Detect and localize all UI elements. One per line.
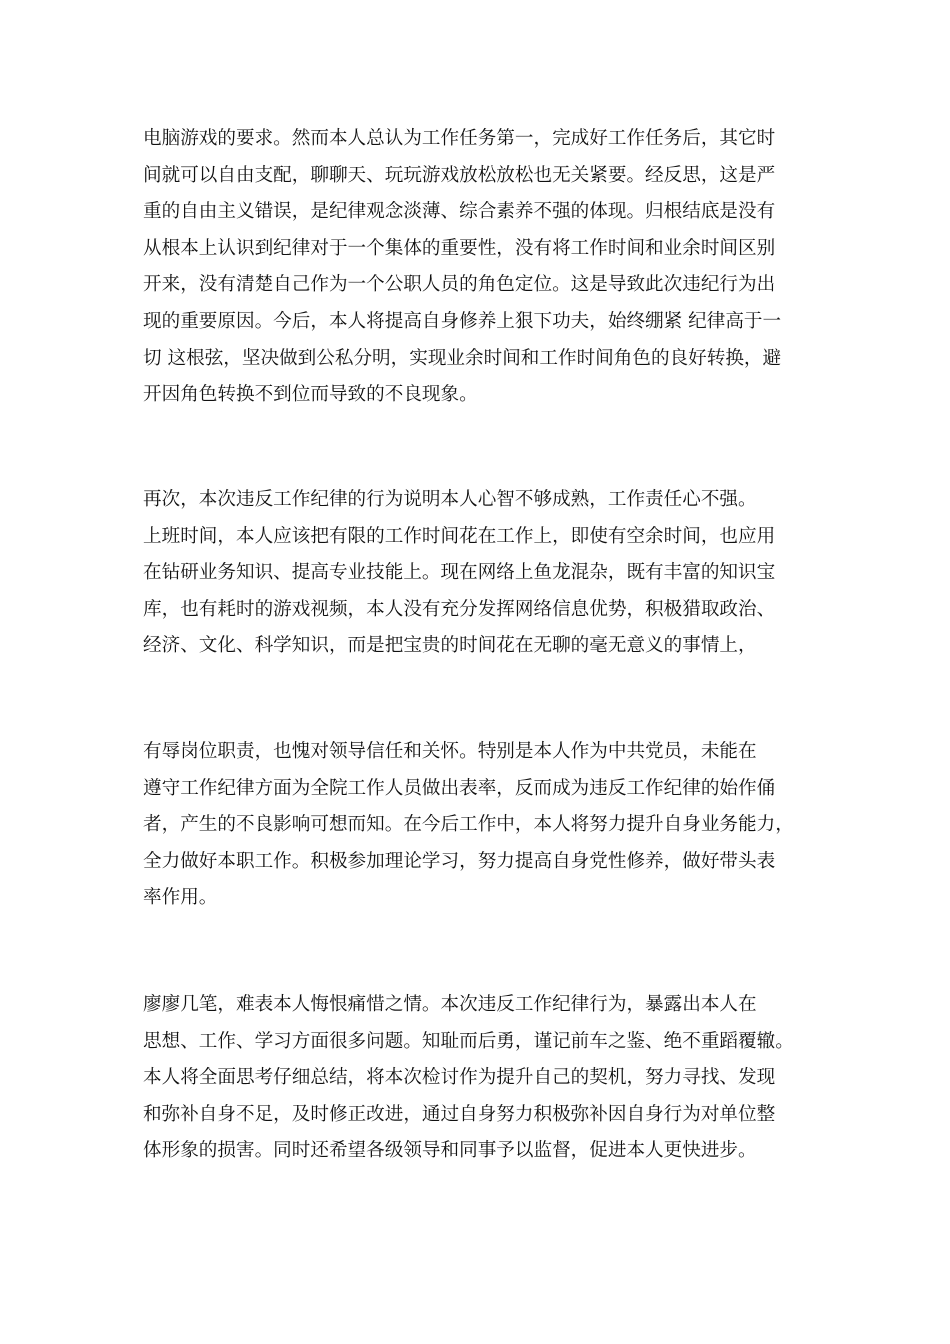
text-line: 在钻研业务知识、提高专业技能上。现在网络上鱼龙混杂，既有丰富的知识宝 xyxy=(143,562,776,584)
text-line: 体形象的损害。同时还希望各级领导和同事予以监督，促进本人更快进步。 xyxy=(143,1140,757,1162)
text-line: 库，也有耗时的游戏视频，本人没有充分发挥网络信息优势，积极猎取政治、 xyxy=(143,598,776,620)
text-line: 者，产生的不良影响可想而知。在今后工作中，本人将努力提升自身业务能力， xyxy=(143,814,794,836)
text-line: 电脑游戏的要求。然而本人总认为工作任务第一，完成好工作任务后，其它时 xyxy=(143,128,776,149)
paragraph-2 xyxy=(143,482,813,665)
text-line: 经济、文化、科学知识，而是把宝贵的时间花在无聊的毫无意义的事情上， xyxy=(143,635,757,657)
text-line: 现的重要原因。今后，本人将提高自身修养上狠下功夫，始终绷紧 纪律高于一 xyxy=(143,310,782,332)
text-line: 全力做好本职工作。积极参加理论学习，努力提高自身党性修养，做好带头表 xyxy=(143,850,776,872)
text-line: 开因角色转换不到位而导致的不良现象。 xyxy=(143,384,478,406)
text-line: 思想、工作、学习方面很多问题。知耻而后勇，谨记前车之鉴、绝不重蹈覆辙。 xyxy=(143,1030,794,1052)
text-line: 切 这根弦，坚决做到公私分明，实现业余时间和工作时间角色的良好转换，避 xyxy=(143,347,782,369)
text-line: 间就可以自由支配，聊聊天、玩玩游戏放松放松也无关紧要。经反思，这是严 xyxy=(143,164,776,186)
text-line: 从根本上认识到纪律对于一个集体的重要性，没有将工作时间和业余时间区别 xyxy=(143,237,776,259)
text-line: 遵守工作纪律方面为全院工作人员做出表率，反而成为违反工作纪律的始作俑 xyxy=(143,777,776,799)
text-line: 本人将全面思考仔细总结，将本次检讨作为提升自己的契机，努力寻找、发现 xyxy=(143,1067,776,1089)
text-line: 开来，没有清楚自己作为一个公职人员的角色定位。这是导致此次违纪行为出 xyxy=(143,274,776,296)
paragraph-3 xyxy=(143,734,813,917)
text-line: 有辱岗位职责，也愧对领导信任和关怀。特别是本人作为中共党员，未能在 xyxy=(143,741,757,762)
text-line: 上班时间，本人应该把有限的工作时间花在工作上，即使有空余时间，也应用 xyxy=(143,525,776,547)
text-line: 重的自由主义错误，是纪律观念淡薄、综合素养不强的体现。归根结底是没有 xyxy=(143,201,776,223)
paragraph-1 xyxy=(143,121,813,414)
text-line: 和弥补自身不足，及时修正改进，通过自身努力积极弥补因自身行为对单位整 xyxy=(143,1103,776,1125)
paragraph-4 xyxy=(143,987,813,1170)
text-line: 再次，本次违反工作纪律的行为说明本人心智不够成熟，工作责任心不强。 xyxy=(143,489,757,510)
text-line: 率作用。 xyxy=(143,887,218,909)
text-line: 廖廖几笔，难表本人悔恨痛惜之情。本次违反工作纪律行为，暴露出本人在 xyxy=(143,994,757,1015)
